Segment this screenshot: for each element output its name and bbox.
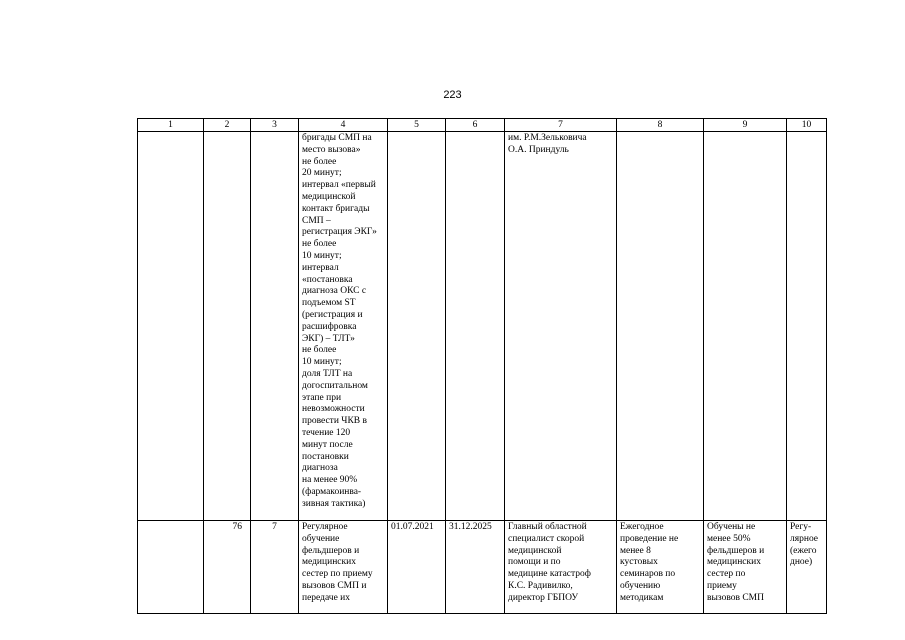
table-row [138,132,827,521]
header-cell: 2 [204,119,251,132]
header-cell: 9 [704,119,787,132]
plan-table [137,118,827,614]
header-cell: 7 [505,119,617,132]
subitem-number-cell: 7 [251,521,299,614]
header-cell: 6 [446,119,505,132]
start-date-cell: 01.07.2021 [388,521,446,614]
responsible-cell: Главный областной специалист скорой медицинской помощи и по медицине катастроф К.С. Радивилко, директор ГБПОУ [505,521,617,614]
activity-cell: Регулярное обучение фельдшеров и медицинских сестер по приему вызовов СМП и передаче их [299,521,388,614]
table-row [138,521,827,614]
table-cell [251,132,299,521]
responsible-cell: им. Р.М.Зельковича О.А. Приндуль [505,132,617,521]
table-cell [138,521,204,614]
result-cell: Ежегодное проведение не менее 8 кустовых семинаров по обучению методикам [617,521,704,614]
header-cell: 3 [251,119,299,132]
table-cell [617,132,704,521]
header-row [138,119,827,132]
indicator-cell: бригады СМП на место вызова» не более 20 минут; интервал «первый медицинской контакт бригады СМП – регистрация ЭКГ» не более 10 минут; интервал «постановка диагноза ОКС с подъемом ST (регистрация и расшифровка ЭКГ) – ТЛТ» не более 10 минут; доля ТЛТ на догоспитальном этапе при невозможности провести ЧКВ в течение 120 минут после постановки диагноза на менее 90% (фармакоинва- зивная тактика) [299,132,388,521]
header-cell: 10 [787,119,827,132]
header-cell: 4 [299,119,388,132]
frequency-cell: Регу- лярное (ежего дное) [787,521,827,614]
table-cell [138,132,204,521]
end-date-cell: 31.12.2025 [446,521,505,614]
table-cell [204,132,251,521]
header-cell: 1 [138,119,204,132]
header-cell: 8 [617,119,704,132]
table-cell [704,132,787,521]
page-number: 223 [443,89,462,101]
table-cell [388,132,446,521]
indicator-cell: Обучены не менее 50% фельдшеров и медицинских сестер по приему вызовов СМП [704,521,787,614]
table-cell [787,132,827,521]
table-cell [446,132,505,521]
item-number-cell: 76 [204,521,251,614]
header-cell: 5 [388,119,446,132]
